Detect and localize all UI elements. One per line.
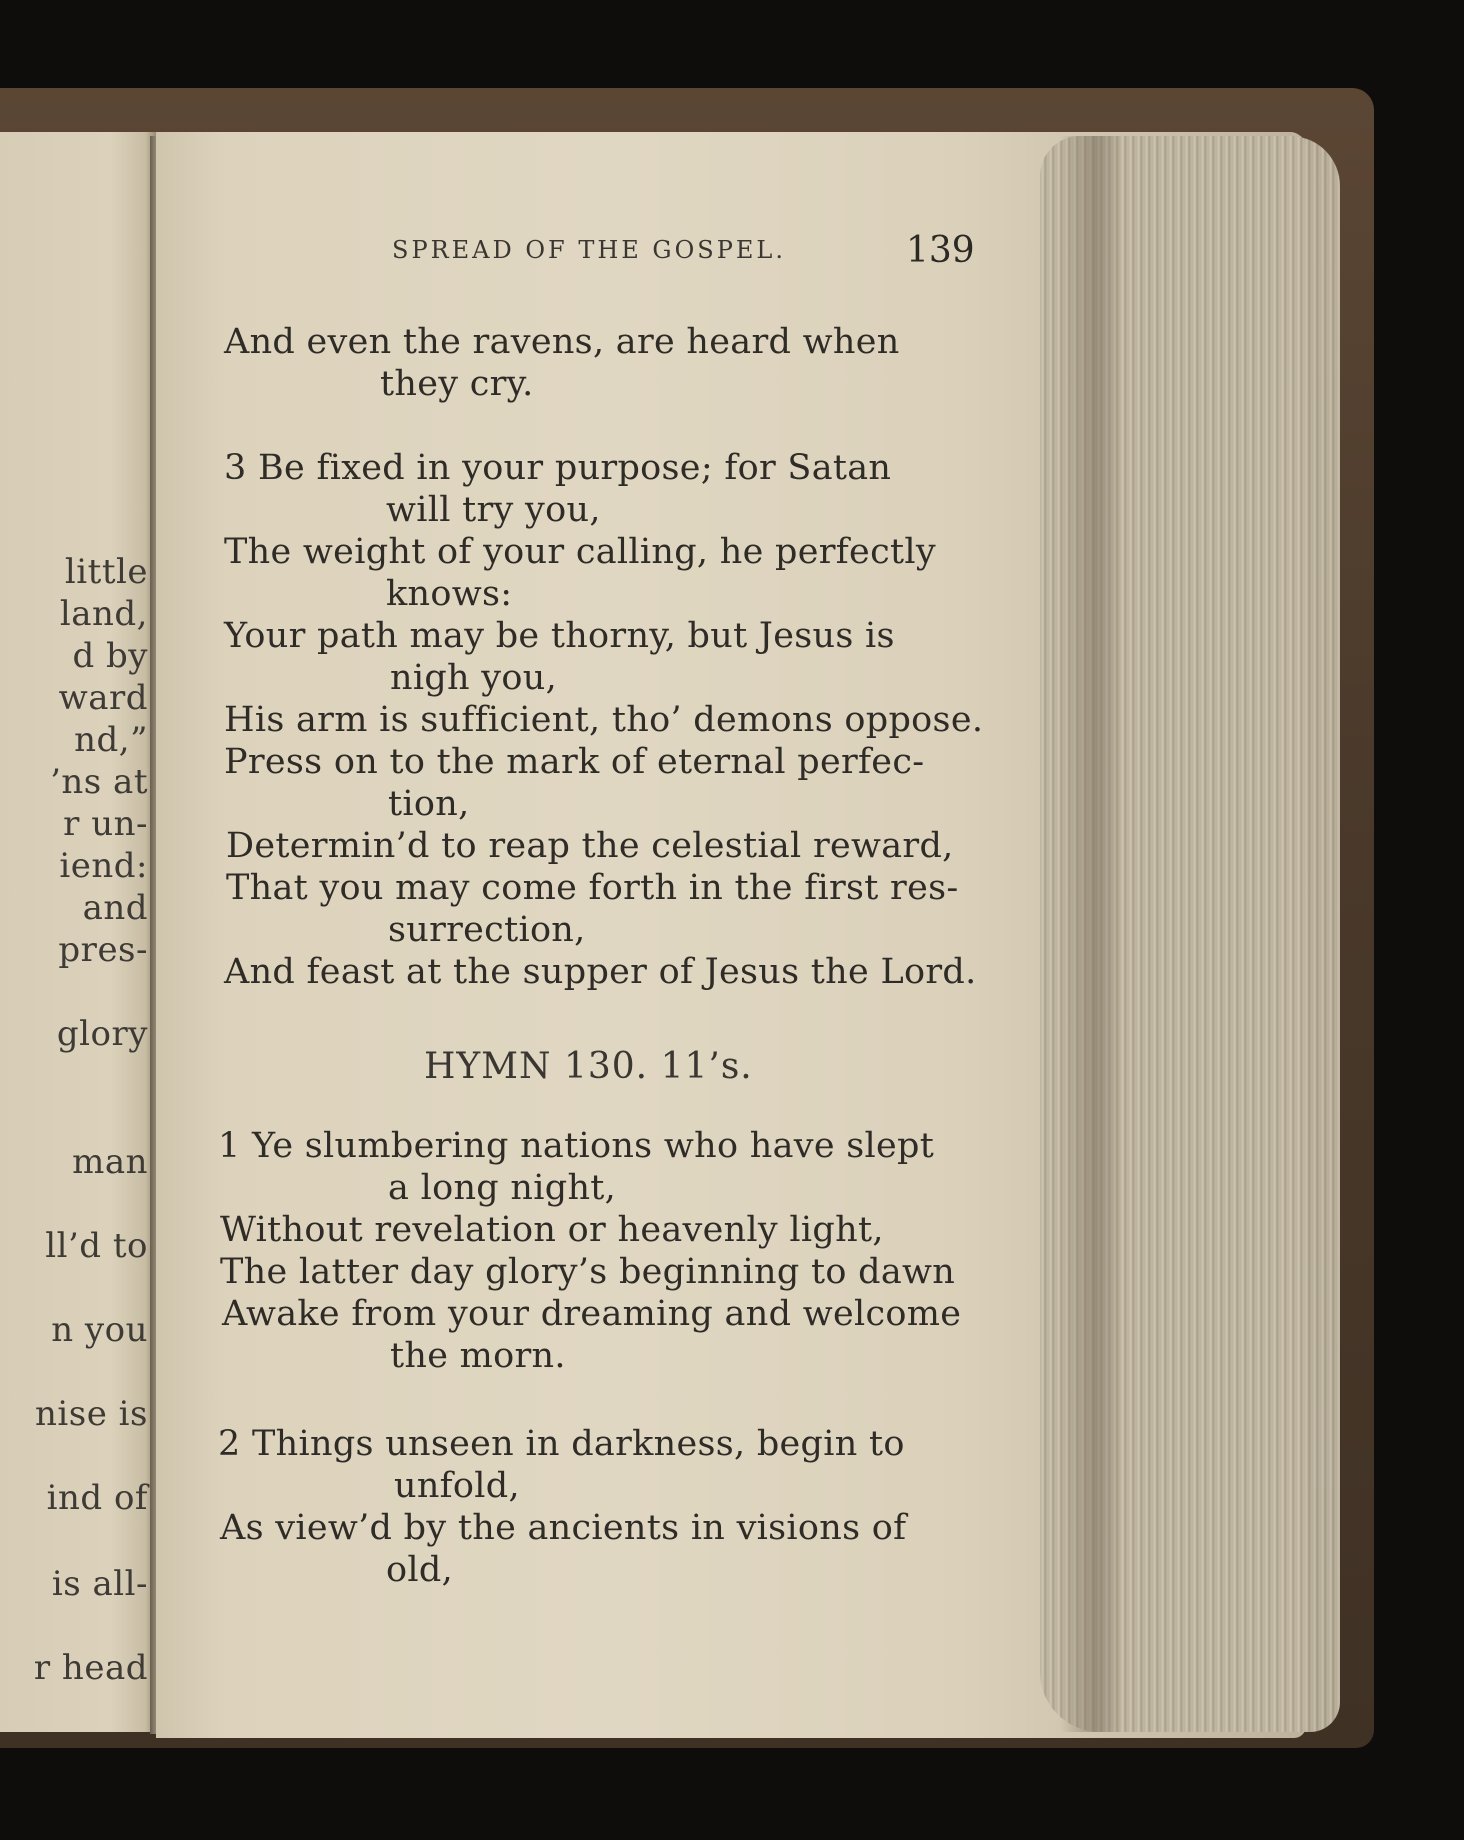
left-page-line: and [82, 888, 148, 928]
left-page-line: pres- [58, 930, 148, 970]
left-page-line: nd,” [74, 720, 148, 760]
verse-line: And even the ravens, are heard when [224, 322, 900, 362]
verse-line: they cry. [380, 364, 534, 404]
verse-line: The latter day glory’s beginning to dawn [220, 1252, 956, 1292]
left-page-line: n you [51, 1310, 148, 1350]
page-edge-shadow [1060, 136, 1120, 1732]
left-page-line: ind of [46, 1478, 148, 1518]
left-page-line: land, [59, 594, 148, 634]
left-page-line: is all- [51, 1564, 148, 1604]
verse-line: 2 Things unseen in darkness, begin to [218, 1424, 905, 1464]
left-page-line: man [72, 1142, 148, 1182]
left-page-line: r head [33, 1648, 148, 1688]
left-page [0, 132, 158, 1732]
left-page-line: ward [58, 678, 148, 718]
verse-line: As view’d by the ancients in visions of [220, 1508, 907, 1548]
verse-line: And feast at the supper of Jesus the Lord. [224, 952, 977, 992]
left-page-line: d by [72, 636, 148, 676]
verse-line: unfold, [394, 1466, 520, 1506]
verse-line: surrection, [388, 910, 586, 950]
verse-line: Without revelation or heavenly light, [220, 1210, 884, 1250]
running-head: SPREAD OF THE GOSPEL. [392, 236, 786, 264]
verse-line: 1 Ye slumbering nations who have slept [218, 1126, 935, 1166]
verse-line: knows: [386, 574, 513, 614]
verse-line: a long night, [388, 1168, 617, 1208]
verse-line: nigh you, [390, 658, 558, 698]
hymn-title: HYMN 130. 11’s. [424, 1046, 753, 1087]
verse-line: The weight of your calling, he perfectly [224, 532, 936, 572]
verse-line: Press on to the mark of eternal perfec- [224, 742, 925, 782]
left-page-line: ’ns at [50, 762, 148, 802]
verse-line: Awake from your dreaming and welcome [222, 1294, 962, 1334]
verse-line: His arm is sufficient, tho’ demons oppose. [224, 700, 984, 740]
left-page-line: ll’d to [45, 1226, 148, 1266]
left-page-line: nise is [35, 1394, 148, 1434]
left-page-line: r un- [63, 804, 148, 844]
verse-line: Determin’d to reap the celestial reward, [226, 826, 954, 866]
left-page-line: little [64, 552, 148, 592]
verse-line: That you may come forth in the first res- [226, 868, 959, 908]
left-page-line: glory [56, 1014, 148, 1054]
verse-line: the morn. [390, 1336, 566, 1376]
verse-line: will try you, [386, 490, 601, 530]
verse-line: Your path may be thorny, but Jesus is [224, 616, 895, 656]
left-page-line: iend: [59, 846, 148, 886]
verse-line: old, [386, 1550, 453, 1590]
verse-line: 3 Be fixed in your purpose; for Satan [224, 448, 892, 488]
verse-line: tion, [388, 784, 470, 824]
page-number: 139 [906, 230, 975, 271]
